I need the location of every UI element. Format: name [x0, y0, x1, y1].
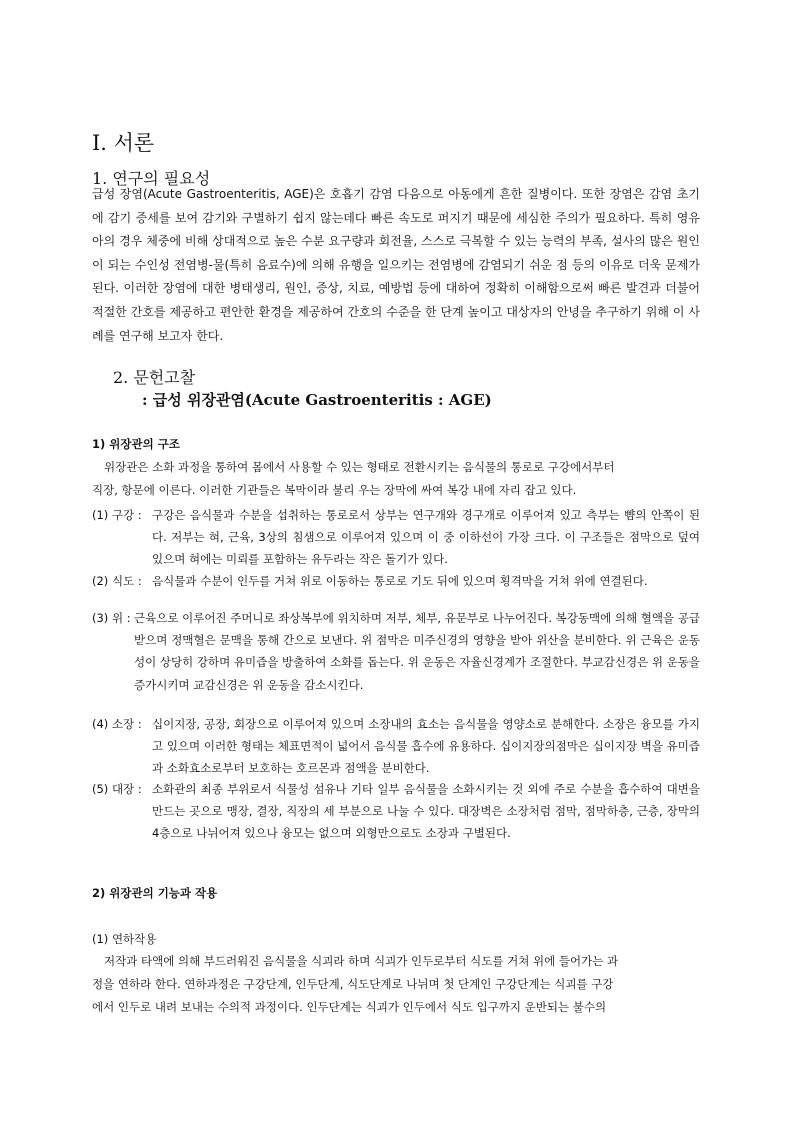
list-item-label: (4) 소장 : [92, 717, 142, 731]
list-item-label: (1) 구강 : [92, 508, 142, 522]
section-heading-research-need: 1. 연구의 필요성 [92, 169, 211, 188]
list-item-label: (3) 위 : [92, 611, 131, 625]
list-item-text: 십이지장, 공장, 회장으로 이루어져 있으며 소장내의 효소는 음식물을 영양소로 분해한다. 소장은 융모를 가지고 있으며 이러한 형태는 체표면적이 넓어서 음식물 흡수에 유용하다. 십이지장의점막은 십이지장 벽을 유미즙과 소화효소로부터 보호하는 호르몬과 점액을 분비한다. [152, 717, 700, 776]
gi-structure-intro-line-2: 직장, 항문에 이른다. 이러한 기관들은 복막이라 불리 우는 장막에 싸여 복강 내에 자리 잡고 있다. [92, 483, 577, 497]
document-title: Ⅰ. 서론 [92, 131, 155, 155]
subsection-heading-gi-structure: 1) 위장관의 구조 [92, 437, 180, 451]
list-item-label: (2) 식도 : [92, 574, 142, 588]
list-item-label: (5) 대장 : [92, 782, 142, 796]
list-item-stomach [92, 607, 700, 719]
section-heading-literature-review: 2. 문헌고찰 [113, 368, 196, 387]
list-item-text: 음식물과 수분이 인두를 거쳐 위로 이동하는 통로로 기도 뒤에 있으며 횡격막을 거쳐 위에 연결된다. [152, 574, 648, 588]
subsection-heading-gi-function: 2) 위장관의 기능과 작용 [92, 886, 218, 900]
list-item-oral-cavity [92, 504, 700, 570]
swallowing-line-2: 정을 연하라 한다. 연하과정은 구강단계, 인두단계, 식도단계로 나뉘며 첫 단계인 구강단계는 식괴를 구강 [92, 977, 614, 991]
list-item-large-intestine [92, 778, 700, 866]
research-need-paragraph: 급성 장염(Acute Gastroenteritis, AGE)은 호흡기 감염 다음으로 아동에게 흔한 질병이다. 또한 장염은 감염 초기에 감기 증세를 보여 감기와 구별하기 쉽지 않는데다 빠른 속도로 퍼지기 때문에 세심한 주의가 필요하다. 특히 영유아의 경우 체중에 비해 상대적으로 높은 수분 요구량과 회전율, 스스로 극복할 수 있는 능력의 부족, 설사의 많은 원인이 되는 수인성 전염병-물(특히 음료수)에 의해 유행을 일으키는 전염병에 감염되기 쉬운 점 등의 이유로 더욱 문제가 된다. 이러한 장염에 대한 병태생리, 원인, 증상, 치료, 예방법 등에 대하여 정확히 이해함으로써 빠른 발견과 더불어 적절한 간호를 제공하고 편안한 환경을 제공하여 간호의 수준을 한 단계 높이고 대상자의 안녕을 추구하기 위해 이 사례를 연구해 보고자 한다. [92, 187, 700, 343]
swallowing-line-1: 저작과 타액에 의해 부드러워진 음식물을 식괴라 하며 식괴가 인두로부터 식도를 거쳐 위에 들어가는 과 [104, 954, 619, 968]
list-item-text: 구강은 음식물과 수분을 섭취하는 통로로서 상부는 연구개와 경구개로 이루어져 있고 측부는 뺨의 안쪽이 된다. 저부는 혀, 근육, 3상의 침샘으로 이루어져 있으며 이 중 이하선이 가장 크다. 이 구조들은 점막으로 덮여 있으며 혀에는 미뢰를 포함하는 유두라는 작은 돌기가 있다. [152, 508, 700, 567]
list-item-small-intestine [92, 713, 700, 779]
list-item-text: 근육으로 이루어진 주머니로 좌상복부에 위치하며 저부, 체부, 유문부로 나누어진다. 복강동맥에 의해 혈액을 공급받으며 정맥혈은 문맥을 통해 간으로 보낸다. 위 점막은 미주신경의 영향을 받아 위산을 분비한다. 위 근육은 운동성이 상당히 강하며 유미즙을 방출하여 소화를 돕는다. 위 운동은 자율신경계가 조절한다. 부교감신경은 위 운동을 증가시키며 교감신경은 위 운동을 감소시킨다. [134, 611, 700, 692]
list-item-text: 소화관의 최종 부위로서 식물성 섬유나 기타 일부 음식물을 소화시키는 것 외에 주로 수분을 흡수하여 대변을 만드는 곳으로 맹장, 결장, 직장의 세 부분으로 나눌 수 있다. 대장벽은 소장처럼 점막, 점막하층, 근층, 장막의 4층으로 나뉘어져 있으나 융모는 없으며 외형만으로도 소장과 구별된다. [152, 782, 700, 841]
gi-structure-intro-line-1: 위장관은 소화 과정을 통하여 몸에서 사용할 수 있는 형태로 전환시키는 음식물의 통로로 구강에서부터 [104, 460, 615, 474]
swallowing-line-3: 에서 인두로 내려 보내는 수의적 과정이다. 인두단계는 식괴가 인두에서 식도 입구까지 운반되는 불수의 [92, 1000, 607, 1014]
swallowing-heading: (1) 연하작용 [92, 932, 157, 946]
literature-review-subtitle: : 급성 위장관염(Acute Gastroenteritis : AGE) [142, 391, 492, 409]
